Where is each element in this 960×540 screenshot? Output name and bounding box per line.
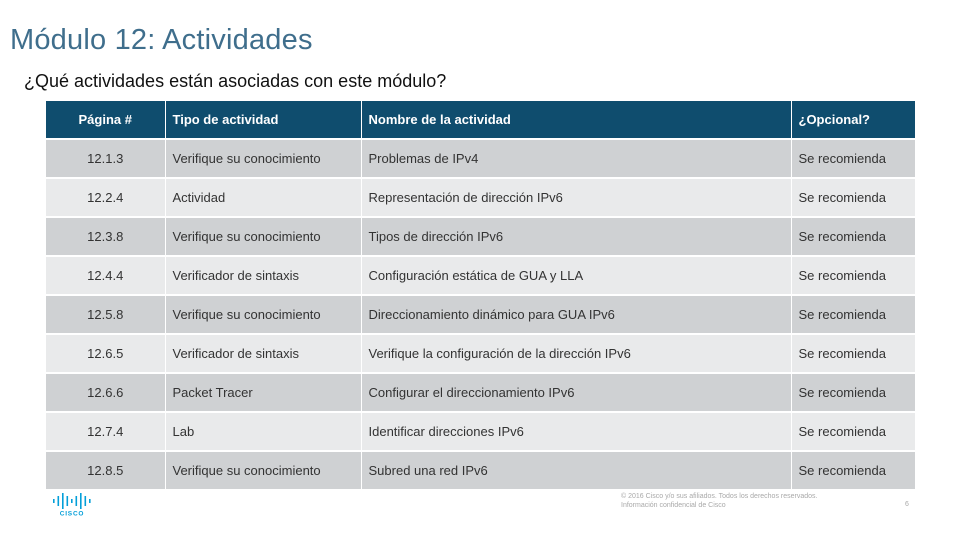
cell-optional: Se recomienda (791, 373, 915, 412)
cell-type: Verificador de sintaxis (165, 334, 361, 373)
cell-page: 12.2.4 (46, 178, 165, 217)
header-page: Página # (46, 101, 165, 139)
cell-name: Tipos de dirección IPv6 (361, 217, 791, 256)
cell-type: Verifique su conocimiento (165, 295, 361, 334)
cell-page: 12.4.4 (46, 256, 165, 295)
page-number: 6 (905, 501, 909, 508)
cell-name: Configurar el direccionamiento IPv6 (361, 373, 791, 412)
cell-name: Configuración estática de GUA y LLA (361, 256, 791, 295)
cell-page: 12.1.3 (46, 139, 165, 178)
cell-optional: Se recomienda (791, 139, 915, 178)
cell-optional: Se recomienda (791, 451, 915, 489)
table-row (46, 139, 915, 178)
cell-name: Subred una red IPv6 (361, 451, 791, 489)
copyright-notice (621, 492, 817, 510)
copyright-line-1: © 2016 Cisco y/o sus afiliados. Todos los derechos reservados. (621, 493, 818, 500)
cell-page: 12.6.6 (46, 373, 165, 412)
slide-title: Módulo 12: Actividades (10, 24, 313, 56)
cisco-logo (52, 492, 92, 516)
cell-type: Verifique su conocimiento (165, 217, 361, 256)
cell-type: Verifique su conocimiento (165, 451, 361, 489)
activities-table (46, 101, 915, 489)
cell-name: Verifique la configuración de la dirección IPv6 (361, 334, 791, 373)
table-row (46, 295, 915, 334)
header-optional: ¿Opcional? (791, 101, 915, 139)
cell-page: 12.7.4 (46, 412, 165, 451)
cell-optional: Se recomienda (791, 217, 915, 256)
cell-optional: Se recomienda (791, 256, 915, 295)
table-row (46, 217, 915, 256)
cell-page: 12.6.5 (46, 334, 165, 373)
cell-optional: Se recomienda (791, 334, 915, 373)
cell-name: Identificar direcciones IPv6 (361, 412, 791, 451)
table-row (46, 334, 915, 373)
cell-page: 12.3.8 (46, 217, 165, 256)
cell-type: Actividad (165, 178, 361, 217)
cell-type: Verifique su conocimiento (165, 139, 361, 178)
table-row (46, 451, 915, 489)
table-row (46, 412, 915, 451)
cell-type: Lab (165, 412, 361, 451)
table-row (46, 373, 915, 412)
table-header-row (46, 101, 915, 139)
cell-optional: Se recomienda (791, 412, 915, 451)
table-row (46, 256, 915, 295)
cell-page: 12.8.5 (46, 451, 165, 489)
cell-optional: Se recomienda (791, 178, 915, 217)
cell-type: Verificador de sintaxis (165, 256, 361, 295)
cell-optional: Se recomienda (791, 295, 915, 334)
cell-name: Direccionamiento dinámico para GUA IPv6 (361, 295, 791, 334)
slide-subtitle: ¿Qué actividades están asociadas con este módulo? (24, 71, 447, 91)
cell-page: 12.5.8 (46, 295, 165, 334)
header-activity-type: Tipo de actividad (165, 101, 361, 139)
cell-type: Packet Tracer (165, 373, 361, 412)
cell-name: Representación de dirección IPv6 (361, 178, 791, 217)
svg-text:CISCO: CISCO (59, 510, 85, 516)
copyright-line-2: Información confidencial de Cisco (621, 502, 726, 509)
table-row (46, 178, 915, 217)
header-activity-name: Nombre de la actividad (361, 101, 791, 139)
cell-name: Problemas de IPv4 (361, 139, 791, 178)
